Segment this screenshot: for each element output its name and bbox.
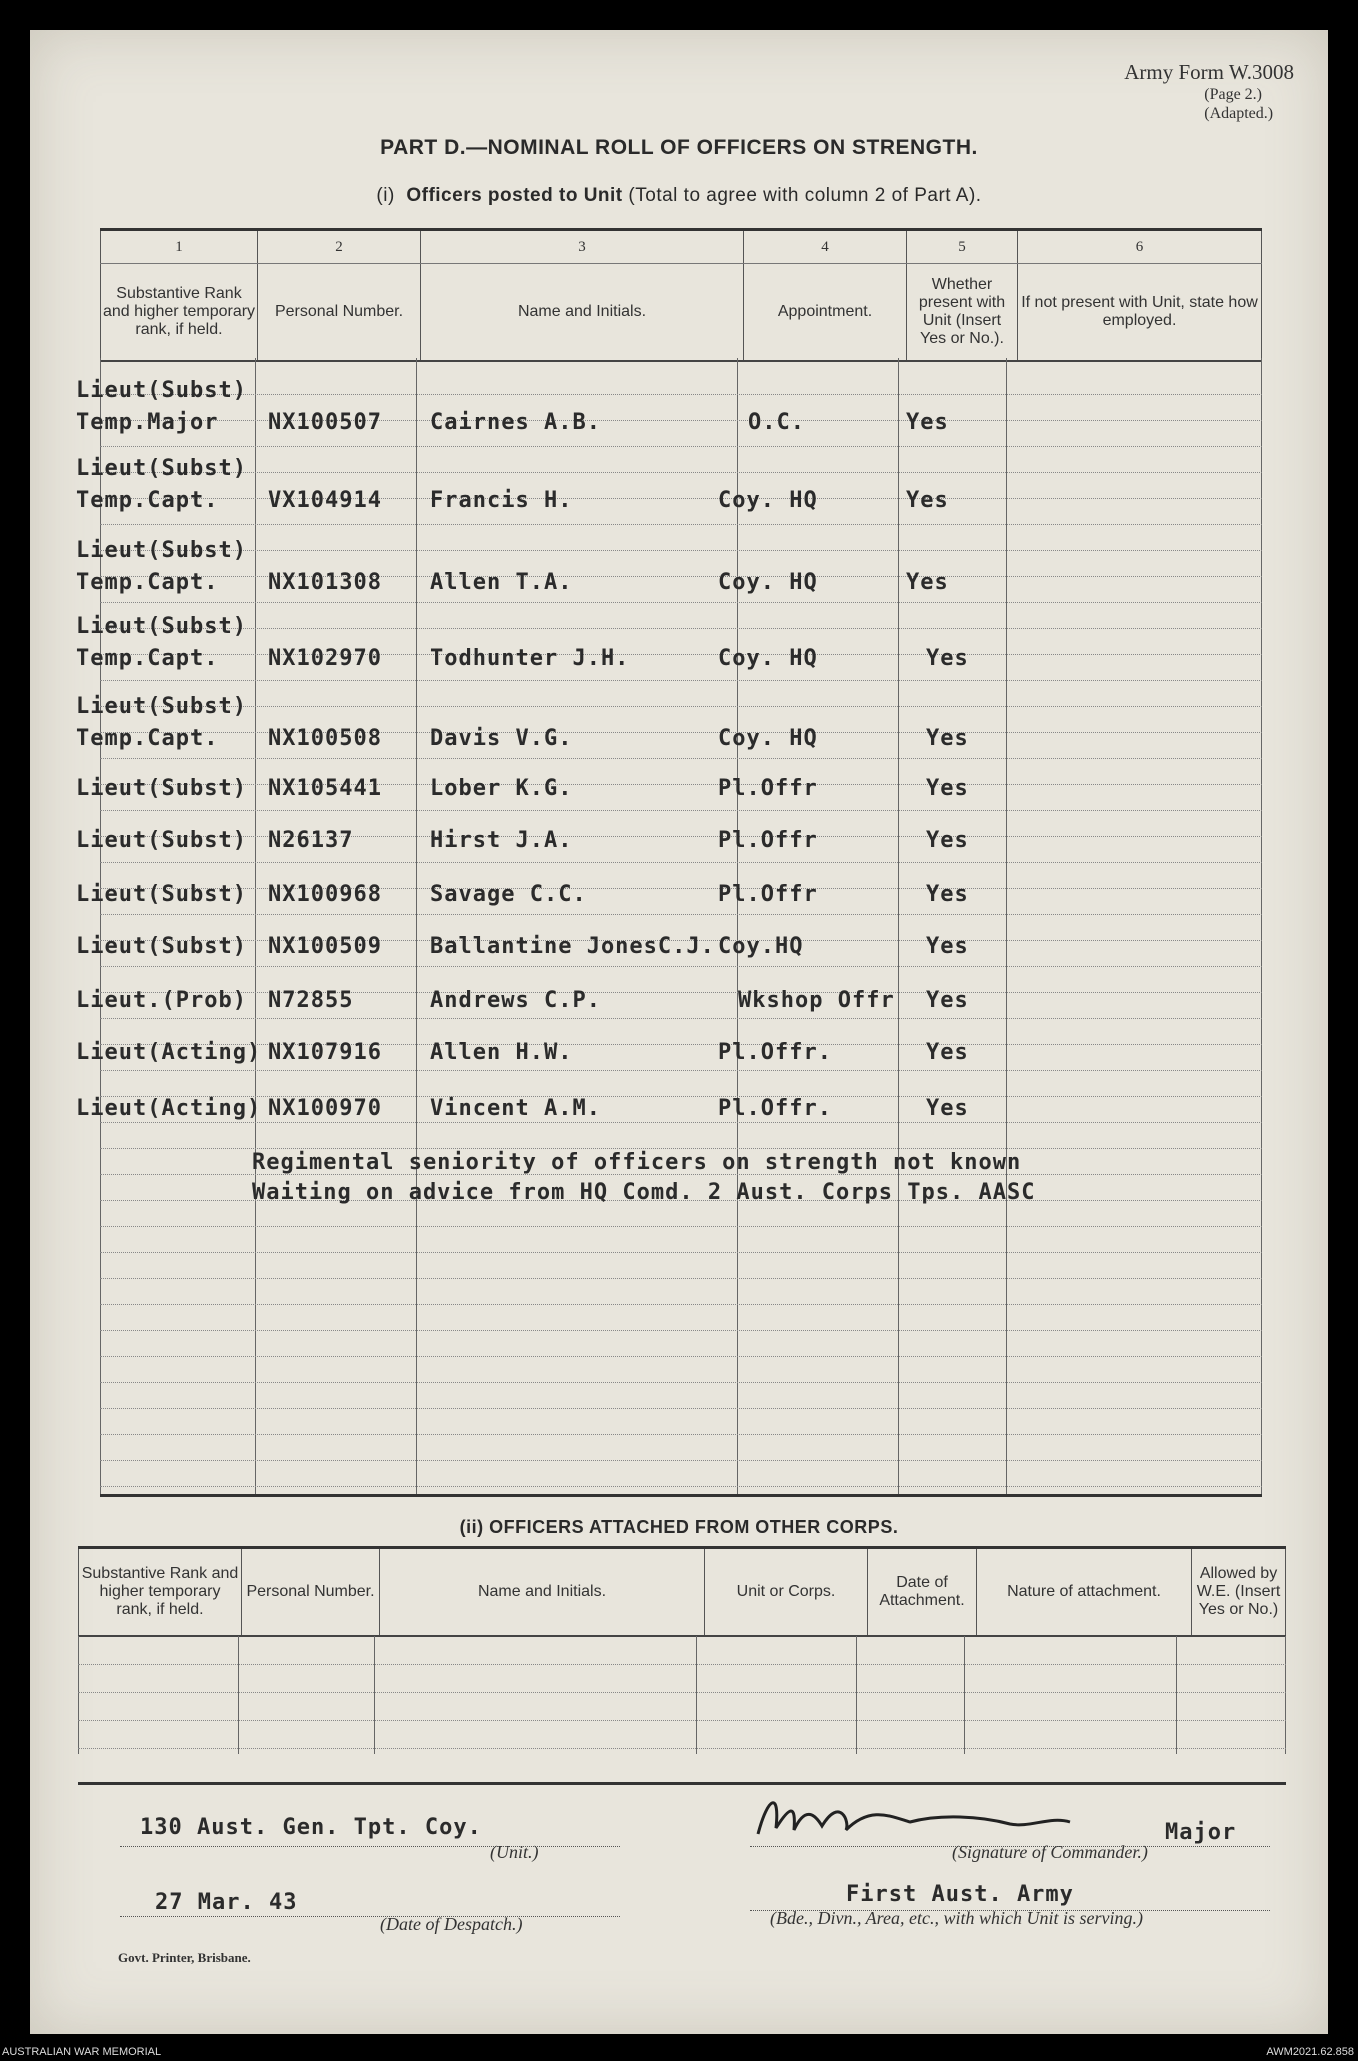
ruled-line (100, 1408, 1262, 1409)
section-i-title (0, 185, 1358, 207)
ruled-line (100, 628, 1262, 629)
ruled-line (100, 550, 1262, 551)
row-present: Yes (926, 1096, 969, 1121)
row-rank-line-1: Lieut(Subst) (76, 456, 247, 481)
row-personal-number: NX101308 (268, 570, 382, 595)
row-present: Yes (926, 776, 969, 801)
col-number: 3 (421, 230, 744, 264)
row-present: Yes (926, 882, 969, 907)
row-name: Ballantine JonesC.J. (430, 934, 715, 959)
row-rank-line-1: Lieut(Subst) (76, 934, 247, 959)
row-rank-line-2: Temp.Capt. (76, 726, 219, 751)
row-name: Allen T.A. (430, 570, 573, 595)
section-separator (78, 1782, 1286, 1785)
col-number: 2 (258, 230, 421, 264)
row-appointment: Coy. HQ (718, 488, 818, 513)
header-nature-attachment: Nature of attachment. (977, 1548, 1192, 1637)
row-appointment: Coy.HQ (718, 934, 804, 959)
ruled-line (100, 394, 1262, 395)
archive-label: AUSTRALIAN WAR MEMORIAL (2, 2046, 162, 2058)
officers-attached-table-header (78, 1546, 1286, 1637)
form-identifier (1124, 60, 1294, 123)
row-present: Yes (926, 934, 969, 959)
row-name: Francis H. (430, 488, 573, 513)
row-personal-number: N26137 (268, 828, 354, 853)
date-line (120, 1916, 620, 1917)
unit-caption: (Unit.) (490, 1842, 539, 1862)
ruled-line (100, 472, 1262, 473)
row-personal-number: NX100968 (268, 882, 382, 907)
unit-line (120, 1846, 620, 1847)
unit-value: 130 Aust. Gen. Tpt. Coy. (140, 1815, 482, 1840)
row-personal-number: VX104914 (268, 488, 382, 513)
row-appointment: Pl.Offr (718, 776, 818, 801)
section-ii-title: (ii) OFFICERS ATTACHED FROM OTHER CORPS. (459, 1517, 899, 1537)
section-i-note: (Total to agree with column 2 of Part A). (628, 185, 982, 206)
row-name: Allen H.W. (430, 1040, 573, 1065)
date-caption: (Date of Despatch.) (380, 1914, 523, 1934)
row-present: Yes (926, 988, 969, 1013)
row-appointment: Wkshop Offr (738, 988, 895, 1013)
ruled-line (100, 1122, 1262, 1123)
row-rank-line-1: Lieut(Subst) (76, 776, 247, 801)
ruled-line (100, 680, 1262, 681)
ruled-line (100, 966, 1262, 967)
row-rank-line-1: Lieut(Subst) (76, 882, 247, 907)
row-rank-line-1: Lieut(Subst) (76, 538, 247, 563)
ruled-line (100, 1148, 1262, 1149)
ruled-line (100, 1304, 1262, 1305)
row-rank-line-1: Lieut(Acting) (76, 1040, 262, 1065)
ruled-line (100, 1278, 1262, 1279)
row-present: Yes (926, 646, 969, 671)
col-number: 6 (1018, 230, 1262, 264)
ruled-line (78, 1664, 1286, 1665)
row-name: Hirst J.A. (430, 828, 573, 853)
header-appointment: Appointment. (744, 264, 907, 362)
row-personal-number: N72855 (268, 988, 354, 1013)
date-value: 27 Mar. 43 (155, 1890, 298, 1915)
row-rank-line-1: Lieut(Subst) (76, 378, 247, 403)
ruled-line (100, 1486, 1262, 1487)
row-rank-line-1: Lieut(Subst) (76, 694, 247, 719)
row-appointment: Pl.Offr. (718, 1040, 832, 1065)
header-rank: Substantive Rank and higher temporary rank, if held. (79, 1548, 242, 1637)
row-rank-line-1: Lieut(Subst) (76, 614, 247, 639)
ruled-line (100, 1434, 1262, 1435)
officers-posted-table-body (100, 358, 1262, 1496)
col-number: 5 (907, 230, 1018, 264)
header-name: Name and Initials. (380, 1548, 705, 1637)
ruled-line (100, 524, 1262, 525)
ruled-line (100, 1252, 1262, 1253)
ruled-line (100, 1382, 1262, 1383)
row-appointment: Pl.Offr. (718, 1096, 832, 1121)
row-appointment: Pl.Offr (718, 828, 818, 853)
row-name: Andrews C.P. (430, 988, 601, 1013)
row-personal-number: NX102970 (268, 646, 382, 671)
ruled-line (100, 1226, 1262, 1227)
formation-value: First Aust. Army (846, 1882, 1074, 1907)
ruled-line (78, 1748, 1286, 1749)
ruled-line (78, 1692, 1286, 1693)
row-present: Yes (906, 570, 949, 595)
row-appointment: Coy. HQ (718, 726, 818, 751)
row-rank-line-1: Lieut.(Prob) (76, 988, 247, 1013)
row-name: Lober K.G. (430, 776, 573, 801)
row-personal-number: NX100970 (268, 1096, 382, 1121)
row-name: Davis V.G. (430, 726, 573, 751)
note-line-2: Waiting on advice from HQ Comd. 2 Aust. Corps Tps. AASC (252, 1180, 1036, 1205)
header-allowed-we: Allowed by W.E. (Insert Yes or No.) (1192, 1548, 1286, 1637)
row-personal-number: NX107916 (268, 1040, 382, 1065)
row-rank-line-2: Temp.Capt. (76, 488, 219, 513)
row-appointment: Pl.Offr (718, 882, 818, 907)
row-name: Vincent A.M. (430, 1096, 601, 1121)
col-number: 4 (744, 230, 907, 264)
ruled-line (100, 862, 1262, 863)
row-present: Yes (926, 726, 969, 751)
ruled-line (100, 1018, 1262, 1019)
header-date-attachment: Date of Attachment. (868, 1548, 977, 1637)
page-number: (Page 2.) (1204, 86, 1262, 103)
ruled-line (100, 810, 1262, 811)
header-present: Whether present with Unit (Insert Yes or No.). (907, 264, 1018, 362)
row-rank-line-1: Lieut(Subst) (76, 828, 247, 853)
row-rank-line-2: Temp.Capt. (76, 646, 219, 671)
ruled-line (100, 1460, 1262, 1461)
archive-reference: AWM2021.62.858 (1266, 2046, 1354, 2058)
row-present: Yes (926, 828, 969, 853)
row-present: Yes (926, 1040, 969, 1065)
header-rank: Substantive Rank and higher temporary rank, if held. (101, 264, 258, 362)
row-personal-number: NX100508 (268, 726, 382, 751)
ruled-line (100, 1330, 1262, 1331)
officers-posted-table-header (100, 228, 1262, 362)
ruled-line (100, 1070, 1262, 1071)
formation-caption: (Bde., Divn., Area, etc., with which Unit is serving.) (770, 1908, 1143, 1928)
row-name: Todhunter J.H. (430, 646, 630, 671)
note-line-1: Regimental seniority of officers on strength not known (252, 1150, 1022, 1175)
table-bottom-rule (100, 1494, 1262, 1497)
header-name: Name and Initials. (421, 264, 744, 362)
page-title: PART D.—NOMINAL ROLL OF OFFICERS ON STRENGTH. (380, 136, 978, 159)
ruled-line (100, 1356, 1262, 1357)
header-employment: If not present with Unit, state how employed. (1018, 264, 1262, 362)
adapted-note: (Adapted.) (1204, 105, 1274, 122)
row-rank-line-2: Temp.Capt. (76, 570, 219, 595)
header-personal-number: Personal Number. (242, 1548, 380, 1637)
ruled-line (100, 914, 1262, 915)
army-form-number: Army Form W.3008 (1124, 60, 1294, 84)
row-rank-line-2: Temp.Major (76, 410, 219, 435)
ruled-line (100, 706, 1262, 707)
row-name: Cairnes A.B. (430, 410, 601, 435)
row-present: Yes (906, 410, 949, 435)
commander-signature (750, 1786, 1170, 1846)
printer-imprint: Govt. Printer, Brisbane. (118, 1950, 251, 1965)
ruled-line (100, 602, 1262, 603)
ruled-line (100, 446, 1262, 447)
row-appointment: Coy. HQ (718, 570, 818, 595)
row-rank-line-1: Lieut(Acting) (76, 1096, 262, 1121)
row-name: Savage C.C. (430, 882, 587, 907)
ruled-line (100, 758, 1262, 759)
header-unit-corps: Unit or Corps. (705, 1548, 868, 1637)
officers-attached-table-body (78, 1636, 1286, 1754)
header-personal-number: Personal Number. (258, 264, 421, 362)
signature-caption: (Signature of Commander.) (952, 1842, 1148, 1862)
row-personal-number: NX105441 (268, 776, 382, 801)
row-appointment: O.C. (748, 410, 805, 435)
row-present: Yes (906, 488, 949, 513)
rank-value: Major (1165, 1820, 1237, 1845)
section-i-heading: Officers posted to Unit (406, 185, 623, 206)
section-i-number: (i) (376, 185, 395, 206)
row-personal-number: NX100509 (268, 934, 382, 959)
row-personal-number: NX100507 (268, 410, 382, 435)
ruled-line (78, 1720, 1286, 1721)
col-number: 1 (101, 230, 258, 264)
row-appointment: Coy. HQ (718, 646, 818, 671)
